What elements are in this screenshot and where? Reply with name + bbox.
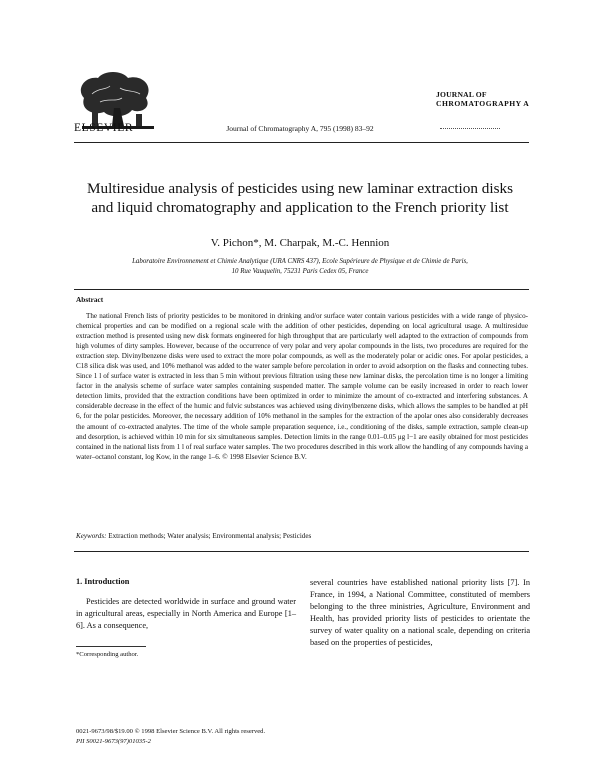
abstract-text: The national French lists of priority pesticides to be monitored in drinking and/or surface water contain various pesticides with a wide range of physico-chemical properties and can be modified on a regional scale with the addition of other pesticides, depending on local agricultural usage. A multiresidue extraction method is presented using new disk formats engineered for high throughput that are particularly well adapted to the extraction of compounds from high volumes of dirty samples. However, because of the occurrence of very polar and very apolar compounds in the lists, two procedures are required for the extraction step. Divinylbenzene disks were used to extract the more polar compounds, as well as the moderately polar or acidic ones. For apolar pesticides, a C18 silica disk was used, and 10% methanol was added to the water sample before percolation in order to avoid adsorption on the flasks and connecting tubes. Since 1 l of surface water is extracted in less than 5 min without previous filtration using these new laminar disks, the percolation time is no longer a limiting factor in the analysis scheme of surface water samples containing suspended matter. The sample volume can be easily increased in order to reach lower detection limits, provided that the extraction conditions have been optimized in order to minimize the amount of co-extracted and interfering substances. A considerable decrease in the effect of the humic and fulvic substances was achieved using divinylbenzene disks, which allows the samples to be handled at pH 6, for the polar pesticides. Moreover, the necessary addition of 10% methanol in the samples for the extraction of the apolar ones also considerably decreases the amount of co-extracted analytes. The time of the whole sample preparation sequence, i.e., conditioning of the disks, sample extraction, sample clean-up and desorption, is achieved within 10 min for six simultaneous samples. Detection limits in the range 0.01–0.05 μg l−1 are easily obtained for most pesticides contained in the national lists from 1 l of real surface water samples. The two procedures described in this work allow the handling of any compounds having a water–octanol constant, log Kow, in the range 1–6. © 1998 Elsevier Science B.V. [76,312,528,461]
journal-logo-line1: JOURNAL OF [436,90,487,99]
header-divider [74,142,529,143]
abstract-heading: Abstract [76,295,104,304]
intro-right-paragraph: several countries have established national priority lists [7]. In France, in 1994, a National Committee, constituted of members belonging to the three ministries, Agriculture, Environment and Health, has provided priority lists of pesticides to orientate the survey of water quality on a national scale, depending on criteria based on the properties of pesticides, [310,578,530,648]
footer-copyright: 0021-9673/98/$19.00 © 1998 Elsevier Science B.V. All rights reserved. [76,728,266,735]
publisher-name: ELSEVIER [74,122,134,134]
footer-info [76,727,265,747]
footnote-rule [76,646,146,647]
journal-logo-line2: CHROMATOGRAPHY A [436,99,530,108]
journal-reference: Journal of Chromatography A, 795 (1998) 83–92 [226,124,374,133]
footer-pii: PII S0021-9673(97)01035-2 [76,738,151,745]
article-affiliation [60,257,540,277]
keywords-label: Keywords: [76,532,107,540]
affiliation-line2: 10 Rue Vauquelin, 75231 Paris Cedex 05, France [231,268,369,275]
abstract-divider [74,289,529,290]
body-divider [74,551,529,552]
keywords-list: Extraction methods; Water analysis; Environmental analysis; Pesticides [108,532,312,540]
article-title: Multiresidue analysis of pesticides using new laminar extraction disks and liquid chromatography and application to the French priority list [86,180,513,216]
dotted-rule [440,128,500,129]
article-authors: V. Pichon*, M. Charpak, M.-C. Hennion [210,237,390,249]
elsevier-logo [70,68,166,130]
affiliation-line1: Laboratoire Environnement et Chimie Analytique (URA CNRS 437), Ecole Supérieure de Physique et de Chimie de Paris, [132,258,468,265]
intro-left-paragraph: Pesticides are detected worldwide in surface and ground water in agricultural areas, especially in North America and Europe [1–6]. As a consequence, [76,597,296,631]
journal-logo [436,90,536,108]
footnote: *Corresponding author. [76,651,139,658]
keywords [76,532,528,540]
section-heading: 1. Introduction [76,577,130,586]
